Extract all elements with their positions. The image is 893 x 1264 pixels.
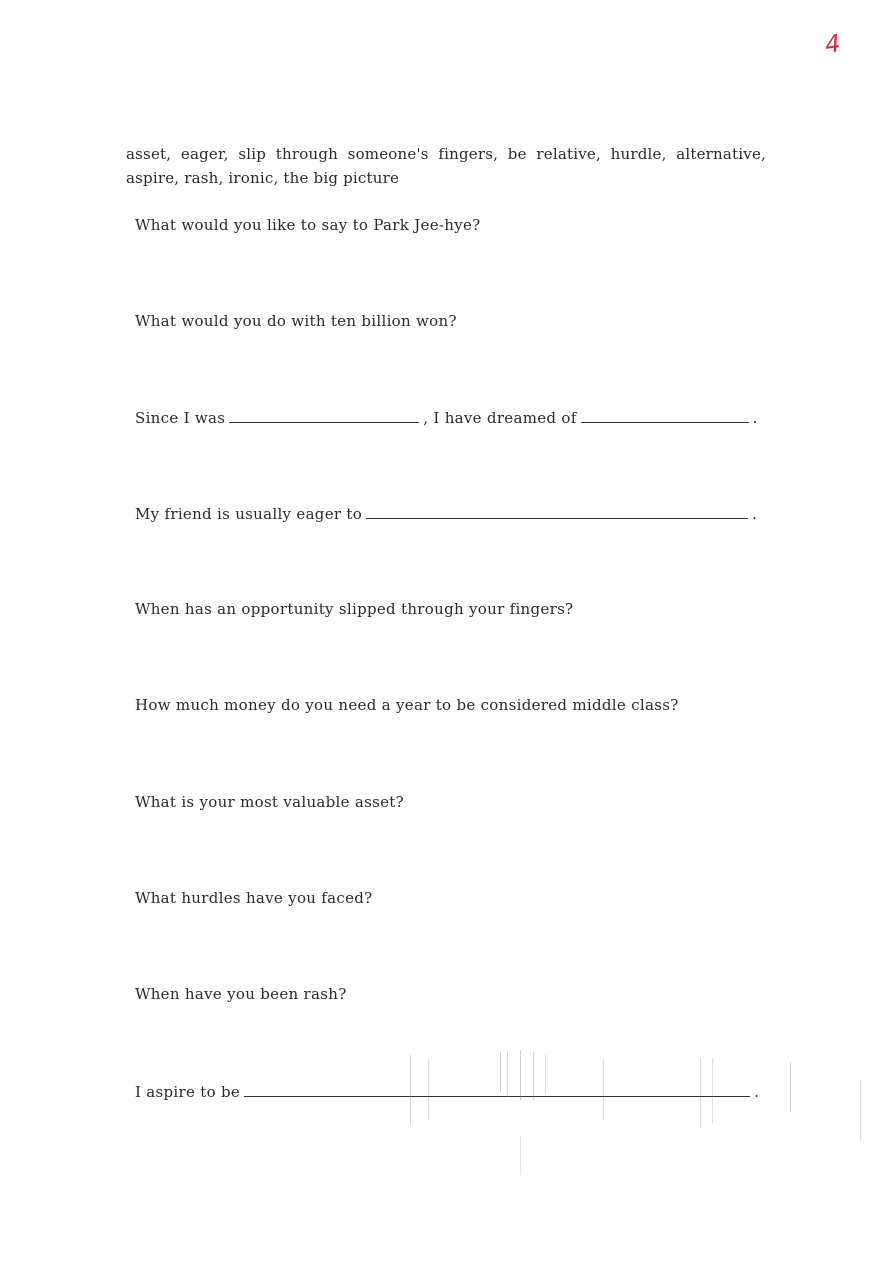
- question-ten-billion-won: What would you do with ten billion won?: [135, 312, 457, 330]
- sentence-friend-eager-part1: My friend is usually eager to: [135, 505, 363, 523]
- sentence-friend-eager: [135, 504, 757, 523]
- blank-aspire[interactable]: [244, 1082, 750, 1097]
- sentence-friend-eager-end: .: [752, 505, 758, 523]
- blank-since-i-was[interactable]: [229, 408, 419, 423]
- sentence-aspire-end: .: [754, 1083, 760, 1101]
- sentence-since-i-was-end: .: [752, 409, 758, 427]
- question-middle-class: How much money do you need a year to be considered middle class?: [135, 696, 679, 714]
- question-opportunity-slipped: When has an opportunity slipped through your fingers?: [135, 600, 574, 618]
- sentence-since-i-was-part1: Since I was: [135, 409, 226, 427]
- vocabulary-list: asset, eager, slip through someone's fingers, be relative, hurdle, alternative, aspire, rash, ironic, the big picture: [126, 145, 766, 187]
- blank-friend-eager[interactable]: [366, 504, 748, 519]
- question-rash: When have you been rash?: [135, 985, 347, 1003]
- question-valuable-asset: What is your most valuable asset?: [135, 793, 404, 811]
- blank-dreamed-of[interactable]: [581, 408, 749, 423]
- page-number: 4: [823, 29, 843, 59]
- sentence-since-i-was: [135, 408, 758, 427]
- sentence-aspire: [135, 1082, 759, 1101]
- question-hurdles: What hurdles have you faced?: [135, 889, 373, 907]
- sentence-aspire-part1: I aspire to be: [135, 1083, 241, 1101]
- question-park-jee-hye: What would you like to say to Park Jee-hye?: [135, 216, 481, 234]
- sentence-since-i-was-part2: , I have dreamed of: [423, 409, 577, 427]
